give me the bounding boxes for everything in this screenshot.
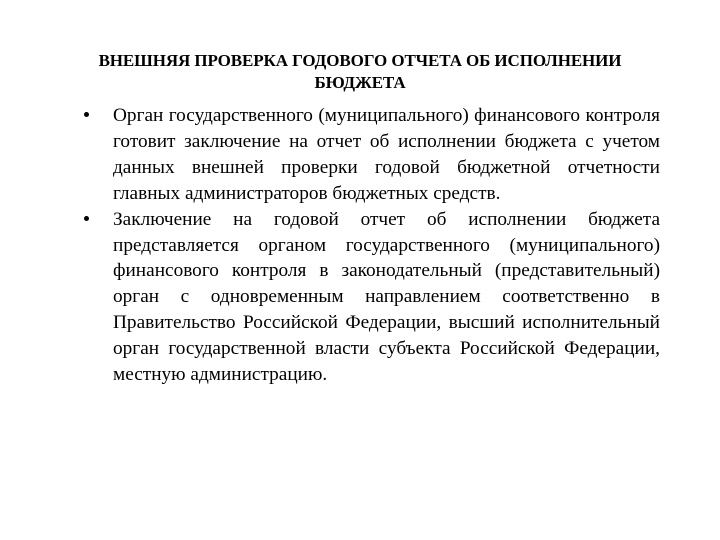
slide-title [40,50,680,94]
bullet-text: Орган государственного (муниципального) финансового контроля готовит заключение на отчет об исполнении бюджета с учетом данных внешней проверки годовой бюджетной отчетности главных администраторов бюджетных средств. [113,105,660,204]
bullet-icon [84,112,89,117]
slide-title-line-1: ВНЕШНЯЯ ПРОВЕРКА ГОДОВОГО ОТЧЕТА ОБ ИСПОЛНЕНИИ [98,51,622,70]
bullet-icon [84,216,89,221]
slide-title-line-2: БЮДЖЕТА [314,73,406,92]
bullet-text: Заключение на годовой отчет об исполнении бюджета представляется органом государственного (муниципального) финансового контроля в законодательный (представительный) орган с одновременным направлением соответственно в Правительство Российской Федерации, высший исполнительный орган государственной власти субъекта Российской Федерации, местную администрацию. [113,208,660,386]
list-item [0,207,720,388]
bullet-list [0,103,720,388]
list-item [0,103,720,207]
